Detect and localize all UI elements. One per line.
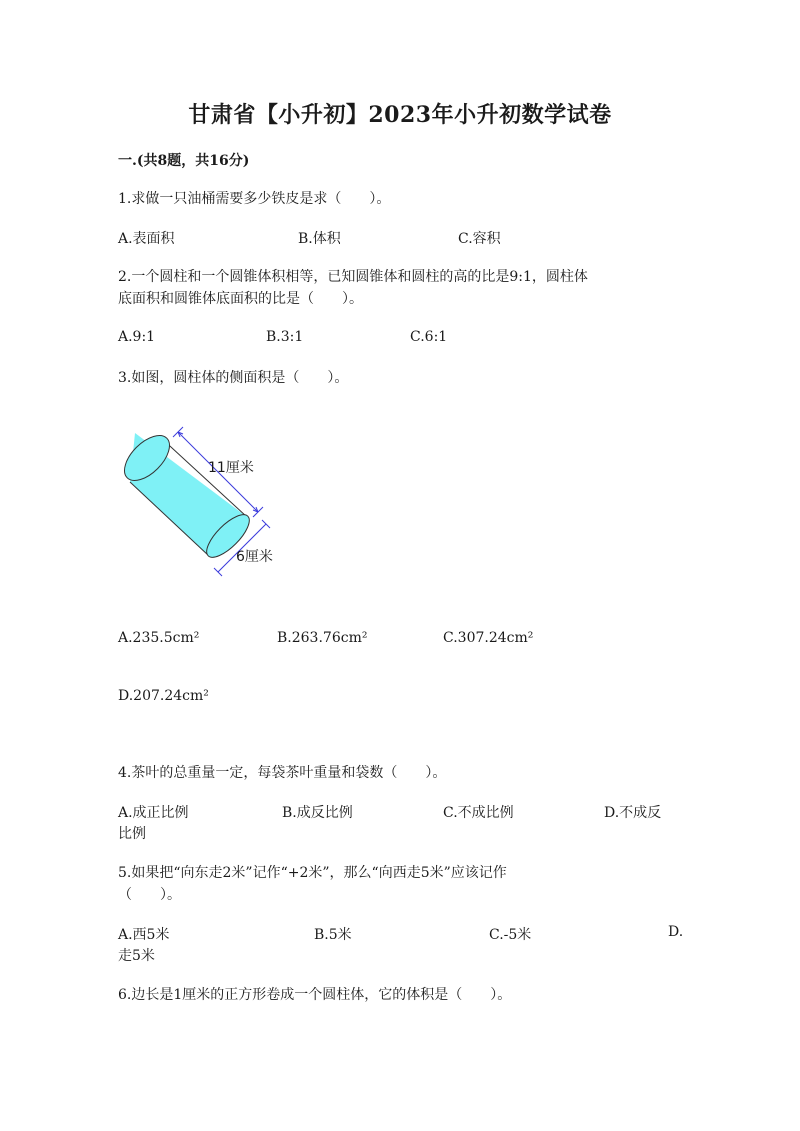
question-3-option-c: C.307.24cm² (443, 630, 534, 646)
length-label: 11厘米 (208, 460, 254, 476)
question-6-stem: 6.边长是1厘米的正方形卷成一个圆柱体，它的体积是（ ）。 (118, 987, 512, 1003)
question-1-option-c: C.容积 (458, 231, 501, 247)
question-5-option-d-cont: 走5米 (118, 948, 155, 964)
question-3-option-a: A.235.5cm² (118, 630, 200, 646)
page-title: 甘肃省【小升初】2023年小升初数学试卷 (188, 102, 612, 128)
section-heading: 一.(共8题，共16分) (118, 153, 250, 169)
question-1-stem: 1.求做一只油桶需要多少铁皮是求（ ）。 (118, 191, 391, 207)
question-2-option-a: A.9:1 (118, 329, 156, 345)
question-5-option-a: A.西5米 (118, 927, 170, 943)
question-2-option-b: B.3:1 (266, 329, 304, 345)
question-2-stem-line-1: 2.一个圆柱和一个圆锥体积相等，已知圆锥体和圆柱的高的比是9:1，圆柱体 (118, 269, 588, 285)
question-4-option-c: C.不成比例 (443, 805, 514, 821)
question-1-option-a: A.表面积 (118, 231, 175, 247)
question-2-option-c: C.6:1 (410, 329, 448, 345)
question-4-option-a: A.成正比例 (118, 805, 189, 821)
question-5-option-d: D. (668, 924, 684, 940)
question-1-option-b: B.体积 (298, 231, 341, 247)
question-4-stem: 4.茶叶的总重量一定，每袋茶叶重量和袋数（ ）。 (118, 765, 447, 781)
question-3-option-b: B.263.76cm² (277, 630, 368, 646)
cylinder-figure (118, 420, 298, 590)
question-5-stem-line-1: 5.如果把“向东走2米”记作“+2米”，那么“向西走5米”应该记作 (118, 865, 507, 881)
question-3-stem: 3.如图，圆柱体的侧面积是（ ）。 (118, 370, 349, 386)
question-3-option-d: D.207.24cm² (118, 688, 209, 704)
question-5-option-b: B.5米 (314, 927, 352, 943)
diameter-label: 6厘米 (236, 549, 273, 565)
question-2-stem-line-2: 底面积和圆锥体底面积的比是（ ）。 (118, 291, 363, 307)
question-4-option-d: D.不成反 (604, 805, 662, 821)
question-5-option-c: C.-5米 (489, 927, 532, 943)
question-4-option-d-cont: 比例 (118, 826, 146, 842)
question-5-stem-line-2: （ ）。 (118, 887, 181, 903)
question-4-option-b: B.成反比例 (282, 805, 353, 821)
